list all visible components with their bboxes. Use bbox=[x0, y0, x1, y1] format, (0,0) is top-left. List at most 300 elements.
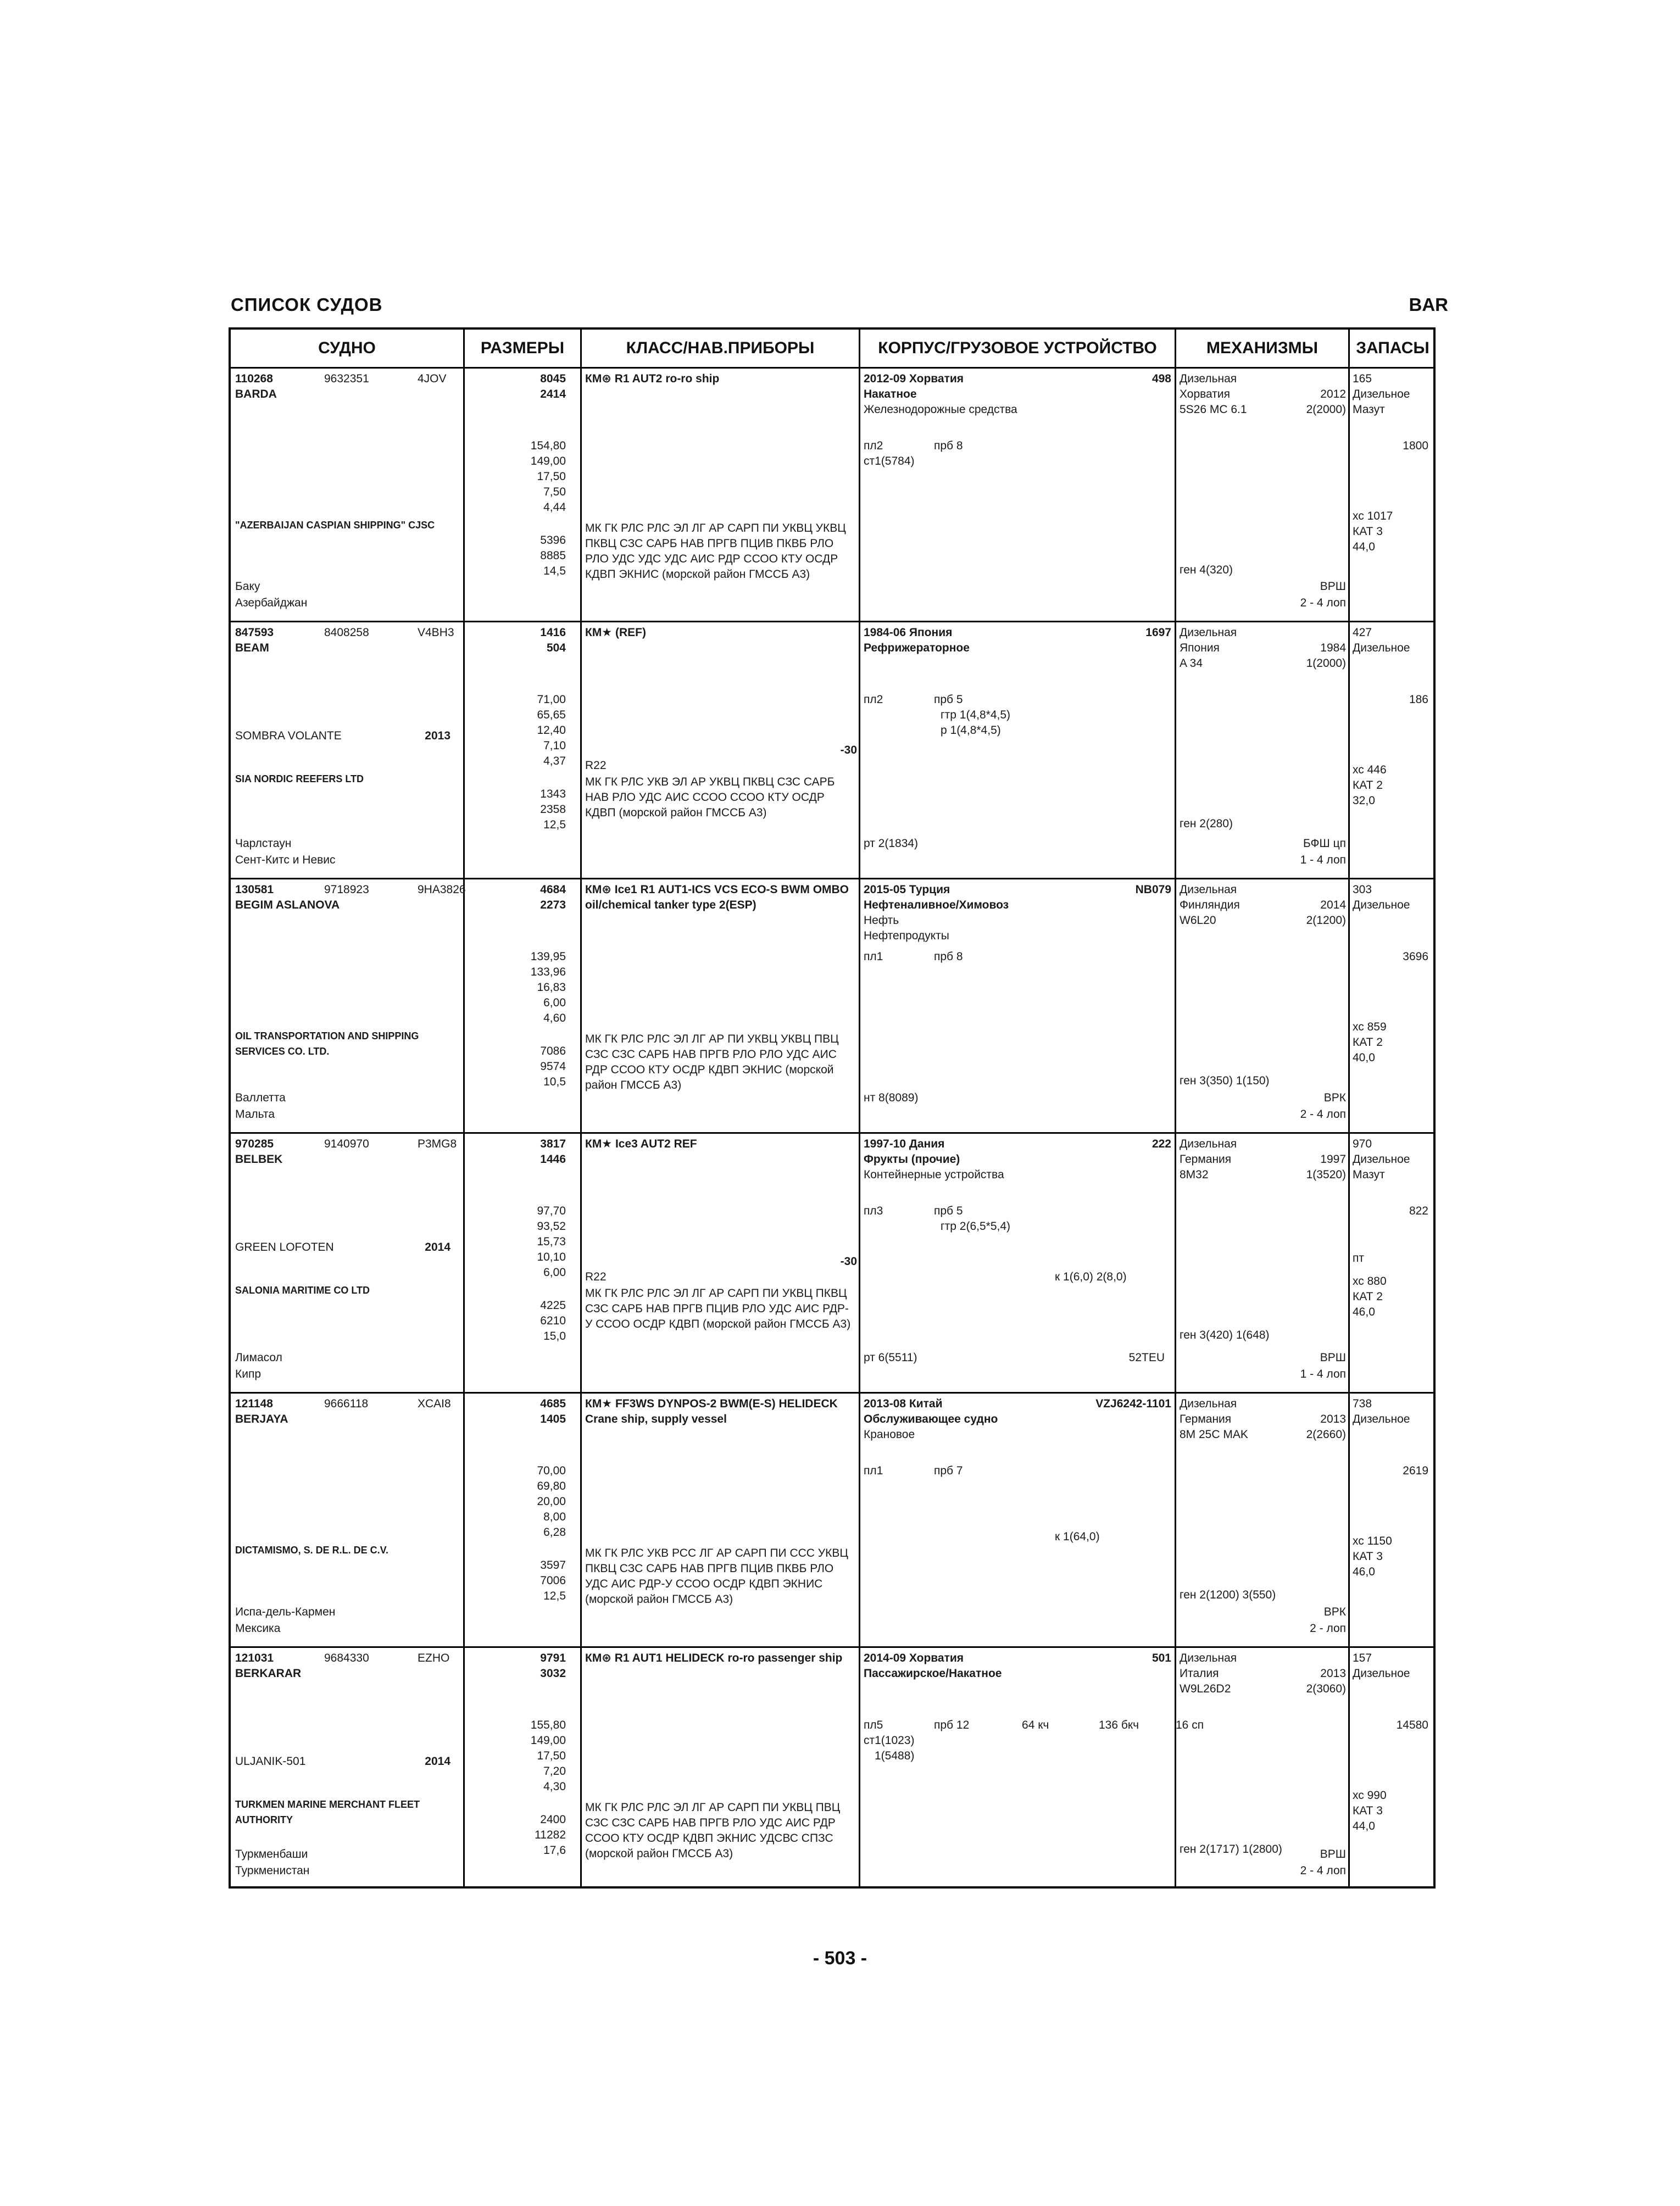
engine-power: 1(3520) bbox=[1306, 1168, 1346, 1181]
dimension-value: 20,00 bbox=[537, 1495, 566, 1508]
ship-name: BELBEK bbox=[235, 1153, 283, 1166]
ship-record bbox=[231, 1646, 1433, 1889]
fuel-type-2: Мазут bbox=[1353, 1168, 1385, 1181]
engine-horsepower: хс 880 bbox=[1353, 1275, 1387, 1288]
propeller-type: ВРК bbox=[1323, 1606, 1346, 1618]
column-divider bbox=[463, 1392, 465, 1646]
capacity-value: 15,0 bbox=[543, 1330, 566, 1342]
hull-decks: пл2 bbox=[864, 439, 883, 452]
capacity-value: 14,5 bbox=[543, 565, 566, 577]
generators: ген 2(1717) 1(2800) bbox=[1180, 1843, 1282, 1856]
dimension-value: 4,30 bbox=[543, 1780, 566, 1793]
hull-type: Фрукты (прочие) bbox=[864, 1153, 960, 1166]
engine-horsepower: хс 446 bbox=[1353, 764, 1387, 776]
hull-teu: 52TEU bbox=[1128, 1351, 1165, 1364]
capacity-value: 7006 bbox=[540, 1574, 566, 1587]
tonnage-gross: 1416 bbox=[540, 626, 566, 639]
generators: ген 2(1200) 3(550) bbox=[1180, 1589, 1276, 1601]
hull-built: 2013-08 Китай bbox=[864, 1397, 943, 1410]
engine-type: Дизельная bbox=[1180, 1397, 1237, 1410]
ship-record bbox=[231, 367, 1433, 621]
capacity-value: 3597 bbox=[540, 1559, 566, 1572]
propeller-blades: 2 - 4 лоп bbox=[1300, 1864, 1346, 1877]
ship-call-sign: XCAI8 bbox=[418, 1397, 451, 1410]
engine-power: 2(2660) bbox=[1306, 1428, 1346, 1441]
dimension-value: 70,00 bbox=[537, 1464, 566, 1477]
engine-model: 8M32 bbox=[1180, 1168, 1209, 1181]
capacity-value: 12,5 bbox=[543, 818, 566, 831]
engine-power: 1(2000) bbox=[1306, 657, 1346, 670]
hull-hold: гтр 1(4,8*4,5) bbox=[941, 709, 1011, 721]
dimension-value: 4,60 bbox=[543, 1012, 566, 1024]
column-divider bbox=[463, 1132, 465, 1392]
ship-owner: "AZERBAIJAN CASPIAN SHIPPING" CJSC bbox=[235, 520, 435, 531]
ship-port: Лимасол bbox=[235, 1351, 282, 1364]
hull-yard-no: VZJ6242-1101 bbox=[1095, 1397, 1171, 1410]
hull-built: 2015-05 Турция bbox=[864, 883, 950, 896]
dimension-value: 7,10 bbox=[543, 739, 566, 752]
propeller-type: ВРК bbox=[1323, 1091, 1346, 1104]
engine-country: Италия bbox=[1180, 1667, 1219, 1680]
propeller-blades: 2 - 4 лоп bbox=[1300, 597, 1346, 609]
ship-imo: 8408258 bbox=[324, 626, 369, 639]
dimension-value: 139,95 bbox=[530, 950, 566, 963]
column-divider bbox=[1175, 1646, 1176, 1889]
ship-record bbox=[231, 621, 1433, 878]
ship-record bbox=[231, 1132, 1433, 1392]
hull-cranes: к 1(6,0) 2(8,0) bbox=[1055, 1271, 1127, 1283]
column-divider bbox=[580, 621, 582, 878]
col-header-hull: КОРПУС/ГРУЗОВОЕ УСТРОЙСТВО bbox=[859, 330, 1175, 367]
dimension-value: 17,50 bbox=[537, 470, 566, 483]
ship-call-sign: V4BH3 bbox=[418, 626, 454, 639]
fuel-type: Дизельное bbox=[1353, 388, 1410, 400]
ship-flag: Азербайджан bbox=[235, 597, 308, 609]
hull-cargo-volume: нт 8(8089) bbox=[864, 1091, 919, 1104]
fuel-amount: 303 bbox=[1353, 883, 1372, 896]
column-divider bbox=[859, 367, 860, 621]
ship-imo: 9718923 bbox=[324, 883, 369, 896]
capacity-value: 2400 bbox=[540, 1813, 566, 1826]
fuel-amount: 970 bbox=[1353, 1138, 1372, 1150]
column-divider bbox=[580, 1132, 582, 1392]
ship-owner: OIL TRANSPORTATION AND SHIPPING SERVICES CO. LTD. bbox=[235, 1030, 419, 1057]
engine-power: 2(2000) bbox=[1306, 403, 1346, 416]
page-number: - 503 - bbox=[813, 1948, 867, 1969]
fuel-capacity: 3696 bbox=[1403, 950, 1428, 963]
ship-reg-no: 130581 bbox=[235, 883, 274, 896]
fuel-capacity: 14580 bbox=[1396, 1719, 1428, 1731]
ship-name: BEAM bbox=[235, 642, 269, 654]
engine-model: A 34 bbox=[1180, 657, 1203, 670]
nav-equipment: МК ГК РЛС РЛС ЭЛ ЛГ АР САРП ПИ УКВЦ ПКВЦ СЗС САРБ НАВ ПРГВ ПЦИВ РЛО УДС АИС РДР-У ССОО ОСДР КДВП (морской район ГМССБ А3) bbox=[585, 1287, 851, 1330]
ship-former-name: GREEN LOFOTEN bbox=[235, 1241, 334, 1254]
hull-yard-no: 222 bbox=[1151, 1138, 1171, 1150]
engine-year: 2014 bbox=[1320, 899, 1346, 911]
class-notation: КМ⊛ Ice1 R1 AUT1-ICS VCS ECO-S BWM OMBO oil/chemical tanker type 2(ESP) bbox=[585, 883, 849, 911]
ship-flag: Туркменистан bbox=[235, 1864, 310, 1877]
hull-cargo-type: Железнодорожные средства bbox=[864, 403, 1017, 416]
column-divider bbox=[580, 1646, 582, 1889]
ship-call-sign: 9HA3826 bbox=[418, 883, 466, 896]
ship-reg-no: 110268 bbox=[235, 372, 273, 385]
tonnage-gross: 3817 bbox=[540, 1138, 566, 1150]
hull-type: Обслуживающее судно bbox=[864, 1413, 998, 1425]
ship-reg-no: 970285 bbox=[235, 1138, 274, 1150]
column-divider bbox=[1348, 367, 1350, 621]
column-divider bbox=[859, 1132, 860, 1392]
column-divider bbox=[1348, 1646, 1350, 1889]
column-divider bbox=[859, 621, 860, 878]
engine-power: 2(1200) bbox=[1306, 914, 1346, 927]
dimension-value: 12,40 bbox=[537, 724, 566, 737]
class-notation: КМ★ Ice3 AUT2 REF bbox=[585, 1138, 697, 1150]
tonnage-net: 2273 bbox=[540, 899, 566, 911]
ship-name: BEGIM ASLANOVA bbox=[235, 899, 340, 911]
hull-decks: пл1 bbox=[864, 950, 883, 963]
hull-hold: ст1(1023) bbox=[864, 1734, 915, 1747]
engine-power: 2(3060) bbox=[1306, 1683, 1346, 1695]
ship-call-sign: EZHO bbox=[418, 1652, 450, 1664]
ship-owner: TURKMEN MARINE MERCHANT FLEET AUTHORITY bbox=[235, 1799, 420, 1825]
nav-equipment: МК ГК РЛС УКВ РСС ЛГ АР САРП ПИ ССС УКВЦ ПКВЦ СЗС САРБ НАВ ПРГВ ПЦИВ ПКВБ РЛО УДС АИС РДР-У ССОО ОСДР КДВП ЭКНИС (морской район ГМССБ А3) bbox=[585, 1547, 848, 1606]
engine-type: Дизельная bbox=[1180, 1138, 1237, 1150]
dimension-value: 17,50 bbox=[537, 1750, 566, 1762]
dimension-value: 4,37 bbox=[543, 755, 566, 767]
capacity-value: 5396 bbox=[540, 534, 566, 547]
column-divider bbox=[463, 621, 465, 878]
hull-cargo-type: Контейнерные устройства bbox=[864, 1168, 1004, 1181]
column-divider bbox=[1348, 621, 1350, 878]
fuel-amount: 427 bbox=[1353, 626, 1372, 639]
hull-type: Пассажирское/Накатное bbox=[864, 1667, 1002, 1680]
dimension-value: 16,83 bbox=[537, 981, 566, 994]
passenger-capacity: 64 кч bbox=[1022, 1719, 1049, 1731]
dimension-value: 8,00 bbox=[543, 1511, 566, 1523]
hull-built: 1984-06 Япония bbox=[864, 626, 953, 639]
category: КАТ 3 bbox=[1353, 525, 1383, 538]
hull-cargo-type: Нефтепродукты bbox=[864, 929, 949, 942]
ship-call-sign: 4JOV bbox=[418, 372, 447, 385]
engine-country: Финляндия bbox=[1180, 899, 1240, 911]
hull-hold: р 1(4,8*4,5) bbox=[941, 724, 1001, 737]
dimension-value: 10,10 bbox=[537, 1251, 566, 1263]
hull-bulkheads: прб 5 bbox=[934, 1205, 963, 1217]
tonnage-net: 3032 bbox=[540, 1667, 566, 1680]
fuel-type: Дизельное bbox=[1353, 642, 1410, 654]
engine-year: 2012 bbox=[1320, 388, 1346, 400]
dimension-value: 6,00 bbox=[543, 996, 566, 1009]
engine-year: 1984 bbox=[1320, 642, 1346, 654]
ship-port: Туркменбаши bbox=[235, 1848, 308, 1860]
tonnage-gross: 4685 bbox=[540, 1397, 566, 1410]
capacity-value: 9574 bbox=[540, 1060, 566, 1073]
ship-record bbox=[231, 1392, 1433, 1646]
column-divider bbox=[463, 1646, 465, 1889]
dimension-value: 6,28 bbox=[543, 1526, 566, 1539]
hull-cargo-volume: рт 6(5511) bbox=[864, 1351, 917, 1364]
ship-call-sign: P3MG8 bbox=[418, 1138, 457, 1150]
dimension-value: 6,00 bbox=[543, 1266, 566, 1279]
nav-equipment: МК ГК РЛС РЛС ЭЛ ЛГ АР САРП ПИ УКВЦ УКВЦ ПКВЦ СЗС САРБ НАВ ПРГВ ПЦИВ ПКВБ РЛО РЛО УДС УДС УДС АИС РДР ССОО КТУ ОСДР КДВП ЭКНИС (морской район ГМССБ А3) bbox=[585, 522, 846, 581]
capacity-value: 10,5 bbox=[543, 1076, 566, 1088]
col-header-stores: ЗАПАСЫ bbox=[1348, 330, 1436, 367]
ship-name: BERKARAR bbox=[235, 1667, 302, 1680]
column-divider bbox=[580, 367, 582, 621]
category: КАТ 2 bbox=[1353, 1290, 1383, 1303]
tonnage-gross: 8045 bbox=[540, 372, 566, 385]
hull-type: Накатное bbox=[864, 388, 917, 400]
fuel-amount: 165 bbox=[1353, 372, 1372, 385]
capacity-value: 4225 bbox=[540, 1299, 566, 1312]
refrig-temp: -30 bbox=[840, 744, 857, 756]
fuel-amount: 157 bbox=[1353, 1652, 1372, 1664]
propeller-type: ВРШ bbox=[1320, 580, 1346, 593]
hull-decks: пл1 bbox=[864, 1464, 883, 1477]
hull-cargo-volume: рт 2(1834) bbox=[864, 837, 919, 850]
column-divider bbox=[1348, 878, 1350, 1132]
ship-owner: DICTAMISMO, S. DE R.L. DE C.V. bbox=[235, 1545, 389, 1556]
ship-owner: SALONIA MARITIME CO LTD bbox=[235, 1285, 370, 1296]
hull-yard-no: NB079 bbox=[1135, 883, 1171, 896]
hull-cargo-type: Нефть bbox=[864, 914, 899, 927]
engine-model: 8M 25C MAK bbox=[1180, 1428, 1248, 1441]
engine-horsepower: хс 1150 bbox=[1353, 1535, 1392, 1547]
column-divider bbox=[859, 878, 860, 1132]
fuel-type-2: Мазут bbox=[1353, 403, 1385, 416]
engine-type: Дизельная bbox=[1180, 372, 1237, 385]
tonnage-net: 1405 bbox=[540, 1413, 566, 1425]
column-divider bbox=[859, 1646, 860, 1889]
engine-country: Германия bbox=[1180, 1153, 1232, 1166]
engine-model: W9L26D2 bbox=[1180, 1683, 1231, 1695]
page-title: СПИСОК СУДОВ bbox=[231, 294, 383, 315]
refrigerant: R22 bbox=[585, 759, 607, 772]
engine-model: W6L20 bbox=[1180, 914, 1216, 927]
hull-cranes: к 1(64,0) bbox=[1055, 1530, 1100, 1543]
hull-decks: пл3 bbox=[864, 1205, 883, 1217]
ship-former-year: 2014 bbox=[425, 1755, 450, 1768]
column-divider bbox=[1175, 621, 1176, 878]
ship-flag: Сент-Китс и Невис bbox=[235, 854, 336, 866]
col-header-machinery: МЕХАНИЗМЫ bbox=[1175, 330, 1348, 367]
nav-equipment: МК ГК РЛС РЛС ЭЛ ЛГ АР ПИ УКВЦ УКВЦ ПВЦ СЗС СЗС САРБ НАВ ПРГВ РЛО РЛО УДС АИС РДР ССОО КТУ ОСДР КДВП ЭКНИС (морской район ГМССБ А3) bbox=[585, 1033, 839, 1091]
passenger-capacity: 136 бкч bbox=[1099, 1719, 1139, 1731]
column-divider bbox=[1348, 1392, 1350, 1646]
generators: ген 3(420) 1(648) bbox=[1180, 1329, 1270, 1341]
propeller-type: БФШ цп bbox=[1303, 837, 1346, 850]
ship-imo: 9140970 bbox=[324, 1138, 369, 1150]
engine-year: 2013 bbox=[1320, 1413, 1346, 1425]
capacity-value: 2358 bbox=[540, 803, 566, 816]
dimension-value: 7,50 bbox=[543, 486, 566, 498]
nav-equipment: МК ГК РЛС УКВ ЭЛ АР УКВЦ ПКВЦ СЗС САРБ НАВ РЛО УДС АИС ССОО ССОО КТУ ОСДР КДВП (морской район ГМССБ А3) bbox=[585, 776, 835, 819]
dimension-value: 7,20 bbox=[543, 1765, 566, 1778]
capacity-value: 11282 bbox=[535, 1829, 566, 1841]
hull-bulkheads: прб 5 bbox=[934, 693, 963, 706]
col-header-dims: РАЗМЕРЫ bbox=[463, 330, 580, 367]
fuel-type: Дизельное bbox=[1353, 1413, 1410, 1425]
ship-flag: Кипр bbox=[235, 1368, 262, 1380]
class-notation: КМ★ (REF) bbox=[585, 626, 646, 639]
fuel-capacity: 2619 bbox=[1403, 1464, 1428, 1477]
engine-type: Дизельная bbox=[1180, 1652, 1237, 1664]
class-notation: КМ★ FF3WS DYNPOS-2 BWM(E-S) HELIDECK Crane ship, supply vessel bbox=[585, 1397, 838, 1425]
dimension-value: 149,00 bbox=[530, 1734, 566, 1747]
engine-country: Германия bbox=[1180, 1413, 1232, 1425]
capacity-value: 1343 bbox=[540, 788, 566, 800]
hull-type: Рефрижераторное bbox=[864, 642, 970, 654]
ship-flag: Мальта bbox=[235, 1108, 275, 1121]
propeller-type: ВРШ bbox=[1320, 1351, 1346, 1364]
ship-reg-no: 847593 bbox=[235, 626, 274, 639]
hull-bulkheads: прб 12 bbox=[934, 1719, 970, 1731]
fuel-capacity: 822 bbox=[1409, 1205, 1428, 1217]
engine-year: 1997 bbox=[1320, 1153, 1346, 1166]
engine-horsepower: хс 859 bbox=[1353, 1021, 1387, 1033]
dimension-value: 15,73 bbox=[537, 1235, 566, 1248]
hull-decks: пл5 bbox=[864, 1719, 883, 1731]
hull-built: 1997-10 Дания bbox=[864, 1138, 945, 1150]
fuel-capacity: 1800 bbox=[1403, 439, 1428, 452]
tonnage-net: 504 bbox=[546, 642, 566, 654]
column-divider bbox=[1175, 1392, 1176, 1646]
generators: ген 2(280) bbox=[1180, 817, 1233, 830]
ship-owner: SIA NORDIC REEFERS LTD bbox=[235, 773, 364, 784]
hull-hold: гтр 2(6,5*5,4) bbox=[941, 1220, 1011, 1233]
hull-cargo-type: Крановое bbox=[864, 1428, 915, 1441]
column-divider bbox=[859, 1392, 860, 1646]
propeller-blades: 1 - 4 лоп bbox=[1300, 1368, 1346, 1380]
engine-country: Хорватия bbox=[1180, 388, 1230, 400]
hull-built: 2012-09 Хорватия bbox=[864, 372, 964, 385]
speed: 44,0 bbox=[1353, 541, 1375, 553]
dimension-value: 93,52 bbox=[537, 1220, 566, 1233]
fuel-extra: пт bbox=[1353, 1252, 1364, 1264]
dimension-value: 4,44 bbox=[543, 501, 566, 514]
category: КАТ 3 bbox=[1353, 1804, 1383, 1817]
speed: 44,0 bbox=[1353, 1820, 1375, 1832]
ship-imo: 9632351 bbox=[324, 372, 369, 385]
capacity-value: 17,6 bbox=[543, 1844, 566, 1857]
capacity-value: 7086 bbox=[540, 1045, 566, 1057]
class-notation: КМ⊛ R1 AUT2 ro-ro ship bbox=[585, 372, 720, 385]
fuel-type: Дизельное bbox=[1353, 1667, 1410, 1680]
column-divider bbox=[463, 367, 465, 621]
dimension-value: 155,80 bbox=[530, 1719, 566, 1731]
tonnage-gross: 4684 bbox=[540, 883, 566, 896]
fuel-type: Дизельное bbox=[1353, 899, 1410, 911]
ship-name: BERJAYA bbox=[235, 1413, 288, 1425]
hull-bulkheads: прб 7 bbox=[934, 1464, 963, 1477]
propeller-blades: 2 - лоп bbox=[1310, 1622, 1346, 1635]
dimension-value: 97,70 bbox=[537, 1205, 566, 1217]
ship-flag: Мексика bbox=[235, 1622, 281, 1635]
engine-horsepower: хс 990 bbox=[1353, 1789, 1387, 1802]
ship-reg-no: 121031 bbox=[235, 1652, 274, 1664]
ship-former-year: 2014 bbox=[425, 1241, 450, 1254]
hull-yard-no: 1697 bbox=[1145, 626, 1171, 639]
dimension-value: 65,65 bbox=[537, 709, 566, 721]
hull-yard-no: 498 bbox=[1151, 372, 1171, 385]
col-header-class: КЛАСС/НАВ.ПРИБОРЫ bbox=[580, 330, 859, 367]
column-divider bbox=[1348, 1132, 1350, 1392]
category: КАТ 3 bbox=[1353, 1550, 1383, 1563]
column-divider bbox=[1175, 1132, 1176, 1392]
column-divider bbox=[463, 878, 465, 1132]
col-header-ship: СУДНО bbox=[318, 339, 376, 357]
ship-reg-no: 121148 bbox=[235, 1397, 273, 1410]
hull-bulkheads: прб 8 bbox=[934, 950, 963, 963]
fuel-capacity: 186 bbox=[1409, 693, 1428, 706]
propeller-blades: 1 - 4 лоп bbox=[1300, 854, 1346, 866]
nav-equipment: МК ГК РЛС РЛС ЭЛ ЛГ АР САРП ПИ УКВЦ ПВЦ СЗС СЗС САРБ НАВ ПРГВ РЛО УДС АИС РДР ССОО КТУ ОСДР КДВП ЭКНИС УДСВС СПЗС (морской район ГМССБ А3) bbox=[585, 1801, 841, 1860]
hull-yard-no: 501 bbox=[1151, 1652, 1171, 1664]
engine-year: 2013 bbox=[1320, 1667, 1346, 1680]
speed: 46,0 bbox=[1353, 1306, 1375, 1318]
dimension-value: 71,00 bbox=[537, 693, 566, 706]
engine-model: 5S26 MC 6.1 bbox=[1180, 403, 1247, 416]
class-notation: КМ⊛ R1 AUT1 HELIDECK ro-ro passenger ship bbox=[585, 1652, 843, 1664]
hull-decks: пл2 bbox=[864, 693, 883, 706]
hull-built: 2014-09 Хорватия bbox=[864, 1652, 964, 1664]
generators: ген 3(350) 1(150) bbox=[1180, 1074, 1270, 1087]
propeller-blades: 2 - 4 лоп bbox=[1300, 1108, 1346, 1121]
ship-port: Валлетта bbox=[235, 1091, 286, 1104]
column-divider bbox=[1175, 367, 1176, 621]
category: КАТ 2 bbox=[1353, 1036, 1383, 1049]
fuel-amount: 738 bbox=[1353, 1397, 1372, 1410]
ship-port: Испа-дель-Кармен bbox=[235, 1606, 336, 1618]
passenger-capacity: 16 сп bbox=[1176, 1719, 1204, 1731]
dimension-value: 149,00 bbox=[530, 455, 566, 467]
generators: ген 4(320) bbox=[1180, 564, 1233, 576]
category: КАТ 2 bbox=[1353, 779, 1383, 792]
speed: 32,0 bbox=[1353, 794, 1375, 807]
ship-port: Чарлстаун bbox=[235, 837, 292, 850]
engine-type: Дизельная bbox=[1180, 626, 1237, 639]
speed: 46,0 bbox=[1353, 1566, 1375, 1578]
column-divider bbox=[1175, 878, 1176, 1132]
hull-hold: ст1(5784) bbox=[864, 455, 915, 467]
ship-former-name: ULJANIK-501 bbox=[235, 1755, 306, 1768]
ship-name: BARDA bbox=[235, 388, 277, 400]
dimension-value: 133,96 bbox=[530, 966, 566, 978]
capacity-value: 8885 bbox=[540, 549, 566, 562]
propeller-type: ВРШ bbox=[1320, 1848, 1346, 1860]
ship-imo: 9666118 bbox=[324, 1397, 369, 1410]
hull-hold: 1(5488) bbox=[875, 1750, 915, 1762]
fuel-type: Дизельное bbox=[1353, 1153, 1410, 1166]
refrig-temp: -30 bbox=[840, 1255, 857, 1268]
hull-bulkheads: прб 8 bbox=[934, 439, 963, 452]
column-divider bbox=[580, 1392, 582, 1646]
ship-former-name: SOMBRA VOLANTE bbox=[235, 729, 342, 742]
dimension-value: 154,80 bbox=[530, 439, 566, 452]
refrigerant: R22 bbox=[585, 1271, 607, 1283]
ship-record bbox=[231, 878, 1433, 1132]
ship-port: Баку bbox=[235, 580, 260, 593]
ship-imo: 9684330 bbox=[324, 1652, 369, 1664]
hull-type: Нефтеналивное/Химовоз bbox=[864, 899, 1009, 911]
column-divider bbox=[580, 878, 582, 1132]
tonnage-gross: 9791 bbox=[540, 1652, 566, 1664]
tonnage-net: 2414 bbox=[540, 388, 566, 400]
ship-table bbox=[229, 327, 1436, 1889]
page-code: BAR bbox=[1409, 294, 1448, 315]
ship-former-year: 2013 bbox=[425, 729, 450, 742]
capacity-value: 12,5 bbox=[543, 1590, 566, 1602]
